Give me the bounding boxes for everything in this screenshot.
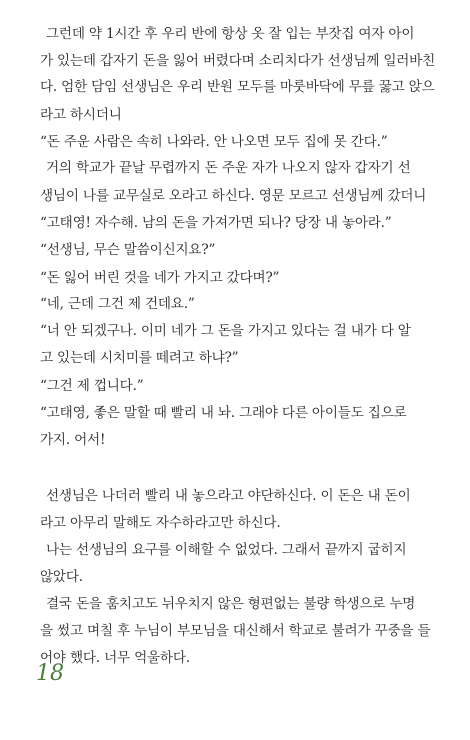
text-line: 을 썼고 며칠 후 누님이 부모님을 대신해서 학교로 불려가 꾸중을 들 — [40, 623, 431, 639]
text-line: “고태영, 좋은 말할 때 빨리 내 놔. 그래야 다른 아이들도 집으로 — [40, 405, 407, 421]
text-line: 고 있는데 시치미를 떼려고 하냐?” — [40, 350, 239, 366]
text-line: 그런데 약 1시간 후 우리 반에 항상 옷 잘 입는 부잣집 여자 아이 — [46, 26, 415, 42]
text-line: 결국 돈을 훔치고도 뉘우치지 않은 형편없는 불량 학생으로 누명 — [46, 596, 416, 612]
text-line: 선생님은 나더러 빨리 내 놓으라고 야단하신다. 이 돈은 내 돈이 — [46, 488, 411, 504]
text-line: 생님이 나를 교무실로 오라고 하신다. 영문 모르고 선생님께 갔더니 — [40, 188, 427, 204]
text-line: “선생님, 무슨 말씀이신지요?” — [40, 242, 216, 258]
text-line: 라고 아무리 말해도 자수하라고만 하신다. — [40, 515, 281, 531]
text-line: “돈 주운 사람은 속히 나와라. 안 나오면 모두 집에 못 간다.” — [40, 134, 388, 150]
text-line: 않았다. — [40, 569, 83, 585]
text-line: “네, 근데 그건 제 건데요.” — [40, 296, 195, 312]
page-number: 18 — [36, 661, 64, 686]
text-line: “너 안 되겠구나. 이미 네가 그 돈을 가지고 있다는 걸 내가 다 알 — [40, 323, 411, 339]
text-line: 나는 선생님의 요구를 이해할 수 없었다. 그래서 끝까지 굽히지 — [46, 542, 407, 558]
text-line: 어야 했다. 너무 억울하다. — [40, 650, 190, 666]
text-line: 거의 학교가 끝날 무렵까지 돈 주운 자가 나오지 않자 갑자기 선 — [46, 160, 411, 176]
text-line: 가지. 어서! — [40, 432, 106, 448]
text-line: “돈 잃어 버린 것을 네가 가지고 갔다며?” — [40, 270, 280, 286]
text-line: 가 있는데 갑자기 돈을 잃어 버렸다며 소리치다가 선생님께 일러바친 — [40, 53, 436, 69]
text-line: 다. 엄한 담임 선생님은 우리 반원 모두를 마룻바닥에 무릎 꿇고 앉으 — [40, 79, 435, 95]
text-line: “고태영! 자수해. 남의 돈을 가져가면 되나? 당장 내 놓아라.” — [40, 215, 392, 231]
text-line: “그건 제 껍니다.” — [40, 378, 144, 394]
text-line: 라고 하시더니 — [40, 107, 122, 123]
